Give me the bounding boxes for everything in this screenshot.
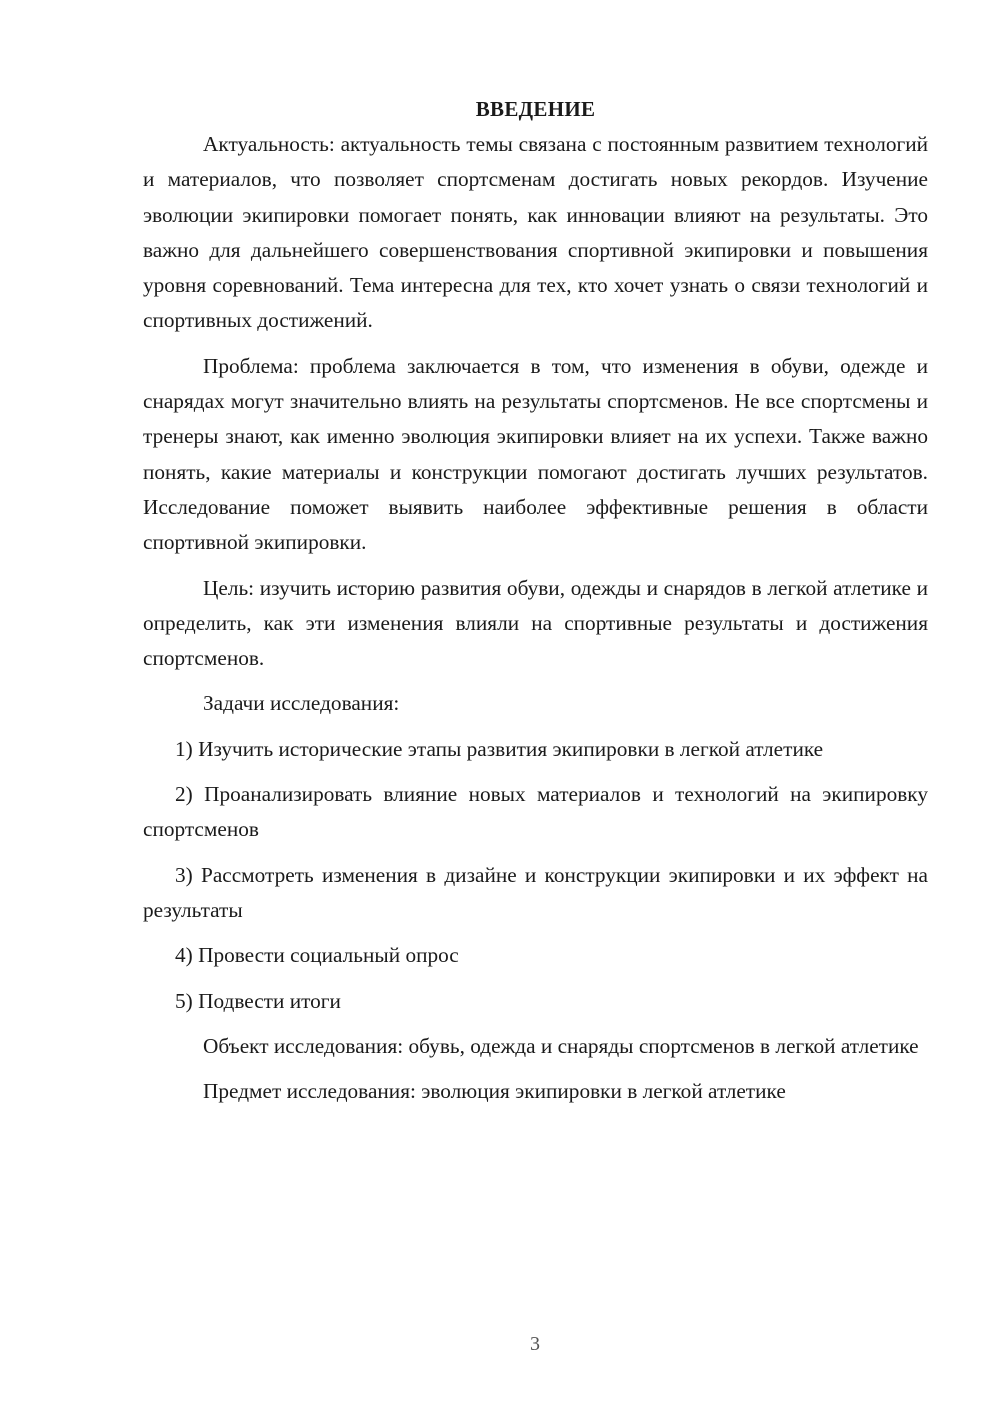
subject-paragraph: Предмет исследования: эволюция экипировки в легкой атлетике	[203, 1079, 786, 1104]
goal-paragraph: Цель: изучить историю развития обуви, одежды и снарядов в легкой атлетике и определить, как эти изменения влияли на спортивные результаты и достижения спортсменов.	[143, 575, 928, 671]
task-item-5: 5) Подвести итоги	[175, 988, 341, 1013]
relevance-paragraph: Актуальность: актуальность темы связана с постоянным развитием технологий и материалов, что позволяет спортсменам достигать новых рекордов. Изучение эволюции экипировки помогает понять, как инновации влияют на результаты. Это важно для дальнейшего совершенствования спортивной экипировки и повышения уровня соревнований. Тема интересна для тех, кто хочет узнать о связи технологий и спортивных достижений.	[143, 132, 928, 333]
task-item-3: 3) Рассмотреть изменения в дизайне и конструкции экипировки и их эффект на результаты	[143, 862, 928, 922]
tasks-heading: Задачи исследования:	[203, 691, 400, 716]
page-number: 3	[530, 1333, 540, 1355]
document-page	[143, 92, 928, 1119]
object-paragraph: Объект исследования: обувь, одежда и снаряды спортсменов в легкой атлетике	[203, 1033, 919, 1058]
section-heading: ВВЕДЕНИЕ	[475, 97, 596, 121]
task-item-1: 1) Изучить исторические этапы развития экипировки в легкой атлетике	[175, 736, 824, 761]
problem-paragraph: Проблема: проблема заключается в том, что изменения в обуви, одежде и снарядах могут значительно влиять на результаты спортсменов. Не все спортсмены и тренеры знают, как именно эволюция экипировки влияет на их успехи. Также важно понять, какие материалы и конструкции помогают достигать лучших результатов. Исследование поможет выявить наиболее эффективные решения в области спортивной экипировки.	[143, 353, 928, 555]
task-item-4: 4) Провести социальный опрос	[175, 943, 459, 968]
task-item-2: 2) Проанализировать влияние новых материалов и технологий на экипировку спортсменов	[143, 782, 928, 842]
